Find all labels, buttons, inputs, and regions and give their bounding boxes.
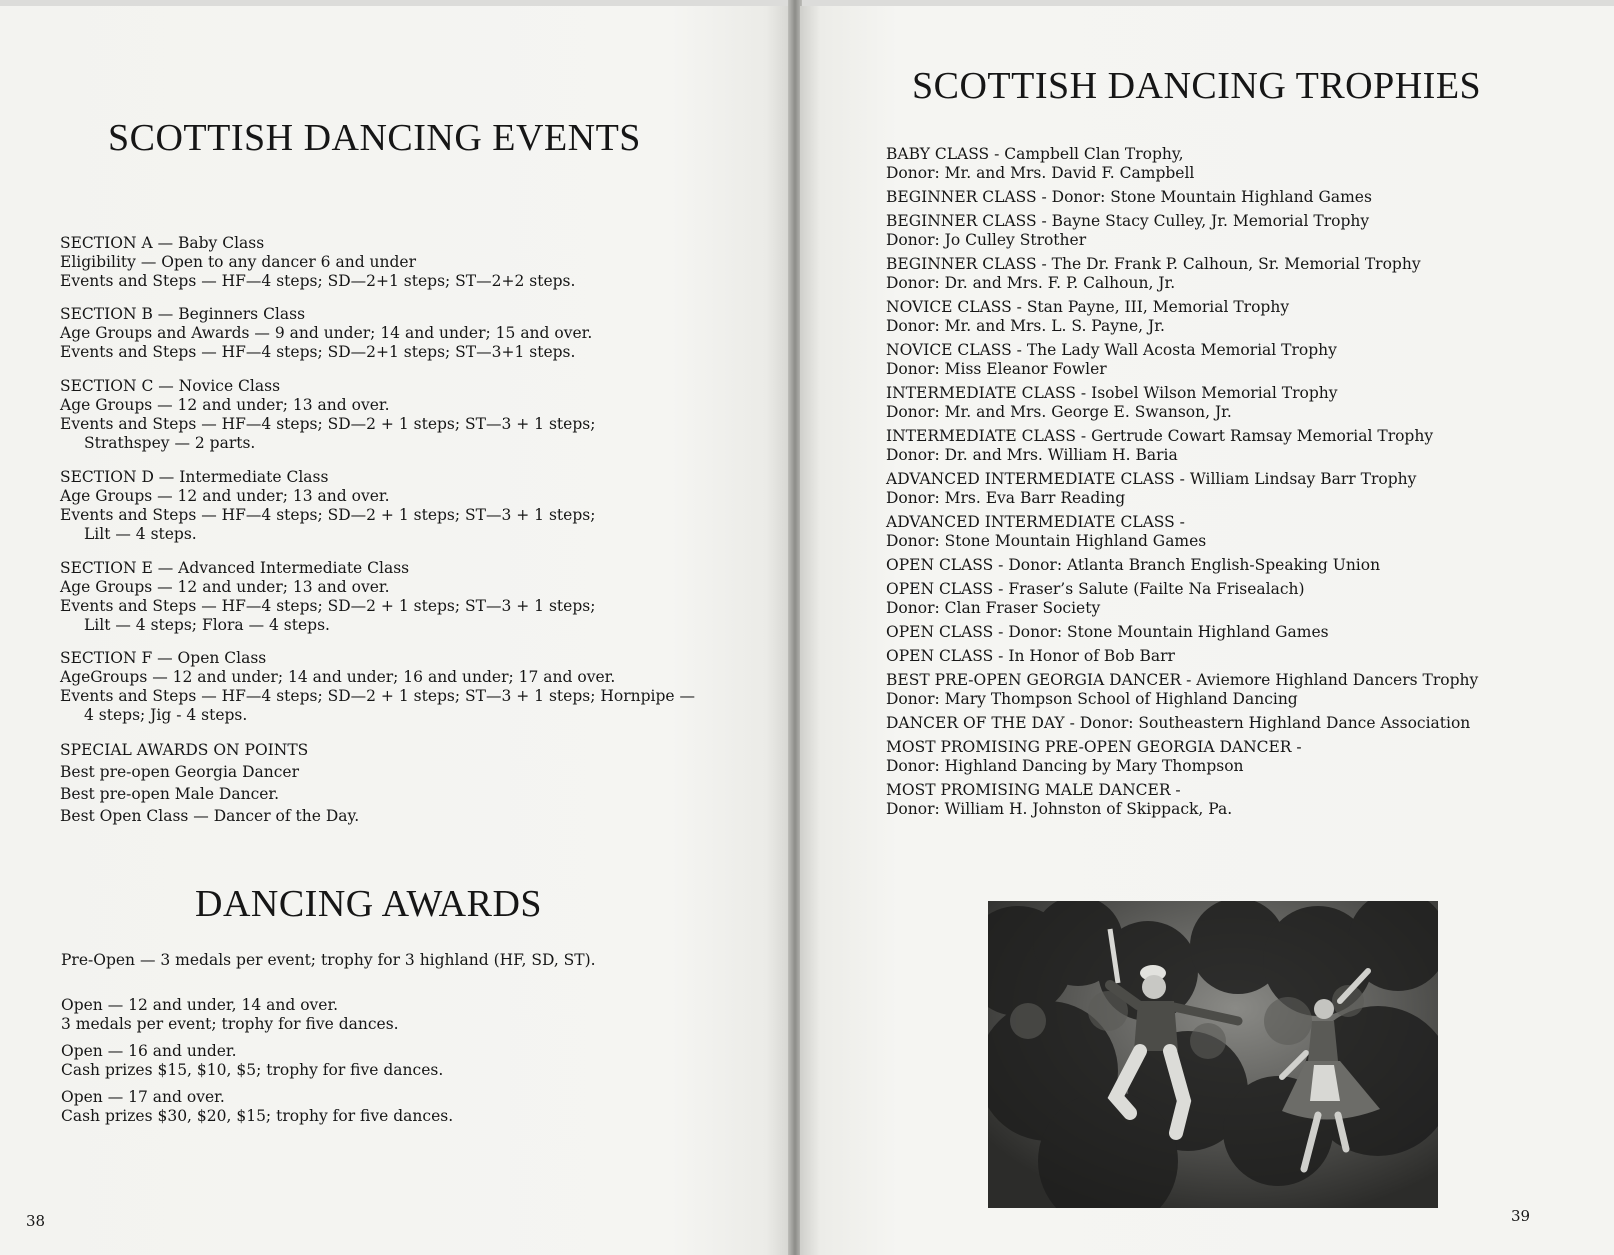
trophy-donor: Donor: Mrs. Eva Barr Reading <box>886 489 1126 507</box>
section-line: Events and Steps — HF—4 steps; SD—2+1 steps; ST—2+2 steps. <box>60 272 576 290</box>
page-number-left: 38 <box>26 1212 46 1230</box>
section-heading: SECTION A — Baby Class <box>60 234 265 252</box>
trophy-donor: Donor: Mary Thompson School of Highland Dancing <box>886 690 1298 708</box>
dancers-photo <box>988 901 1438 1208</box>
dancers-photo-illustration <box>988 901 1438 1208</box>
award-line: Open — 17 and over. <box>61 1088 225 1106</box>
trophy-donor: Donor: Clan Fraser Society <box>886 599 1101 617</box>
section-line-indent: Lilt — 4 steps. <box>84 525 197 543</box>
trophy-line: OPEN CLASS - Fraser’s Salute (Failte Na Frisealach) <box>886 580 1305 598</box>
awards-title: DANCING AWARDS <box>195 883 543 925</box>
trophy-entry <box>886 781 1596 819</box>
section-heading: SECTION F — Open Class <box>60 649 267 667</box>
section-line: Eligibility — Open to any dancer 6 and under <box>60 253 417 271</box>
section-a <box>60 234 780 291</box>
special-award-item: Best pre-open Georgia Dancer <box>60 763 300 781</box>
trophy-donor: Donor: Dr. and Mrs. F. P. Calhoun, Jr. <box>886 274 1176 292</box>
trophy-donor: Donor: Jo Culley Strother <box>886 231 1087 249</box>
trophy-entry <box>886 145 1596 183</box>
award-line: Cash prizes $15, $10, $5; trophy for five dances. <box>61 1061 444 1079</box>
trophy-entry <box>886 513 1596 551</box>
section-b <box>60 305 780 362</box>
trophy-line: BABY CLASS - Campbell Clan Trophy, <box>886 145 1184 163</box>
trophy-entry <box>886 623 1596 642</box>
section-heading: SECTION C — Novice Class <box>60 377 281 395</box>
section-line: Events and Steps — HF—4 steps; SD—2 + 1 steps; ST—3 + 1 steps; <box>60 506 596 524</box>
section-heading: SECTION D — Intermediate Class <box>60 468 329 486</box>
section-c <box>60 377 780 453</box>
section-line: AgeGroups — 12 and under; 14 and under; 16 and under; 17 and over. <box>60 668 616 686</box>
trophy-entry <box>886 738 1596 776</box>
special-awards <box>60 741 780 826</box>
trophy-line: ADVANCED INTERMEDIATE CLASS - William Lindsay Barr Trophy <box>886 470 1417 488</box>
section-line: Age Groups — 12 and under; 13 and over. <box>60 487 390 505</box>
section-line-indent: Strathspey — 2 parts. <box>84 434 256 452</box>
trophy-line: BEST PRE-OPEN GEORGIA DANCER - Aviemore Highland Dancers Trophy <box>886 671 1479 689</box>
section-line: Events and Steps — HF—4 steps; SD—2+1 steps; ST—3+1 steps. <box>60 343 576 361</box>
trophy-entry <box>886 341 1596 379</box>
section-d <box>60 468 780 544</box>
trophy-line: MOST PROMISING PRE-OPEN GEORGIA DANCER - <box>886 738 1302 756</box>
special-awards-heading: SPECIAL AWARDS ON POINTS <box>60 741 309 759</box>
award-line: Cash prizes $30, $20, $15; trophy for five dances. <box>61 1107 454 1125</box>
section-line: Age Groups and Awards — 9 and under; 14 and under; 15 and over. <box>60 324 593 342</box>
trophy-line: NOVICE CLASS - The Lady Wall Acosta Memorial Trophy <box>886 341 1337 359</box>
right-page <box>800 6 1614 1255</box>
page-number-right: 39 <box>1511 1207 1531 1225</box>
award-open-17 <box>61 1088 761 1126</box>
section-line-indent: 4 steps; Jig - 4 steps. <box>84 706 248 724</box>
section-line: Events and Steps — HF—4 steps; SD—2 + 1 steps; ST—3 + 1 steps; Hornpipe — <box>60 687 695 705</box>
trophy-donor: Donor: Mr. and Mrs. George E. Swanson, Jr. <box>886 403 1232 421</box>
trophy-donor: Donor: Mr. and Mrs. David F. Campbell <box>886 164 1195 182</box>
trophy-list <box>886 145 1596 824</box>
section-heading: SECTION B — Beginners Class <box>60 305 306 323</box>
trophy-donor: Donor: Highland Dancing by Mary Thompson <box>886 757 1244 775</box>
trophy-entry <box>886 714 1596 733</box>
trophy-line: BEGINNER CLASS - Donor: Stone Mountain Highland Games <box>886 188 1372 206</box>
trophy-entry <box>886 671 1596 709</box>
events-title: SCOTTISH DANCING EVENTS <box>108 117 641 159</box>
trophy-line: OPEN CLASS - In Honor of Bob Barr <box>886 647 1175 665</box>
trophy-line: OPEN CLASS - Donor: Stone Mountain Highland Games <box>886 623 1329 641</box>
section-line: Age Groups — 12 and under; 13 and over. <box>60 578 390 596</box>
trophy-entry <box>886 556 1596 575</box>
section-heading: SECTION E — Advanced Intermediate Class <box>60 559 410 577</box>
section-line: Events and Steps — HF—4 steps; SD—2 + 1 steps; ST—3 + 1 steps; <box>60 415 596 433</box>
award-open-12-14 <box>61 996 761 1034</box>
trophy-entry <box>886 212 1596 250</box>
section-line: Events and Steps — HF—4 steps; SD—2 + 1 steps; ST—3 + 1 steps; <box>60 597 596 615</box>
section-line-indent: Lilt — 4 steps; Flora — 4 steps. <box>84 616 330 634</box>
award-open-16 <box>61 1042 761 1080</box>
section-e <box>60 559 780 635</box>
special-award-item: Best pre-open Male Dancer. <box>60 785 280 803</box>
award-pre-open <box>61 951 761 970</box>
award-line: Pre-Open — 3 medals per event; trophy for 3 highland (HF, SD, ST). <box>61 951 596 969</box>
trophy-line: ADVANCED INTERMEDIATE CLASS - <box>886 513 1185 531</box>
trophy-entry <box>886 384 1596 422</box>
trophy-line: BEGINNER CLASS - The Dr. Frank P. Calhoun, Sr. Memorial Trophy <box>886 255 1421 273</box>
trophy-line: INTERMEDIATE CLASS - Isobel Wilson Memorial Trophy <box>886 384 1338 402</box>
trophies-title: SCOTTISH DANCING TROPHIES <box>912 65 1482 107</box>
trophy-line: DANCER OF THE DAY - Donor: Southeastern Highland Dance Association <box>886 714 1471 732</box>
trophy-entry <box>886 188 1596 207</box>
award-line: Open — 12 and under, 14 and over. <box>61 996 339 1014</box>
special-award-item: Best Open Class — Dancer of the Day. <box>60 807 360 825</box>
trophy-entry <box>886 298 1596 336</box>
trophy-line: BEGINNER CLASS - Bayne Stacy Culley, Jr. Memorial Trophy <box>886 212 1370 230</box>
trophy-entry <box>886 647 1596 666</box>
section-f <box>60 649 780 725</box>
trophy-entry <box>886 470 1596 508</box>
trophy-entry <box>886 580 1596 618</box>
trophy-donor: Donor: Mr. and Mrs. L. S. Payne, Jr. <box>886 317 1165 335</box>
trophy-line: MOST PROMISING MALE DANCER - <box>886 781 1181 799</box>
trophy-donor: Donor: Miss Eleanor Fowler <box>886 360 1107 378</box>
award-line: 3 medals per event; trophy for five dances. <box>61 1015 399 1033</box>
award-line: Open — 16 and under. <box>61 1042 237 1060</box>
trophy-line: NOVICE CLASS - Stan Payne, III, Memorial Trophy <box>886 298 1290 316</box>
trophy-line: INTERMEDIATE CLASS - Gertrude Cowart Ramsay Memorial Trophy <box>886 427 1434 445</box>
trophy-entry <box>886 427 1596 465</box>
trophy-entry <box>886 255 1596 293</box>
trophy-donor: Donor: William H. Johnston of Skippack, Pa. <box>886 800 1233 818</box>
trophy-line: OPEN CLASS - Donor: Atlanta Branch English-Speaking Union <box>886 556 1381 574</box>
left-page <box>0 6 790 1255</box>
trophy-donor: Donor: Stone Mountain Highland Games <box>886 532 1207 550</box>
section-line: Age Groups — 12 and under; 13 and over. <box>60 396 390 414</box>
trophy-donor: Donor: Dr. and Mrs. William H. Baria <box>886 446 1178 464</box>
